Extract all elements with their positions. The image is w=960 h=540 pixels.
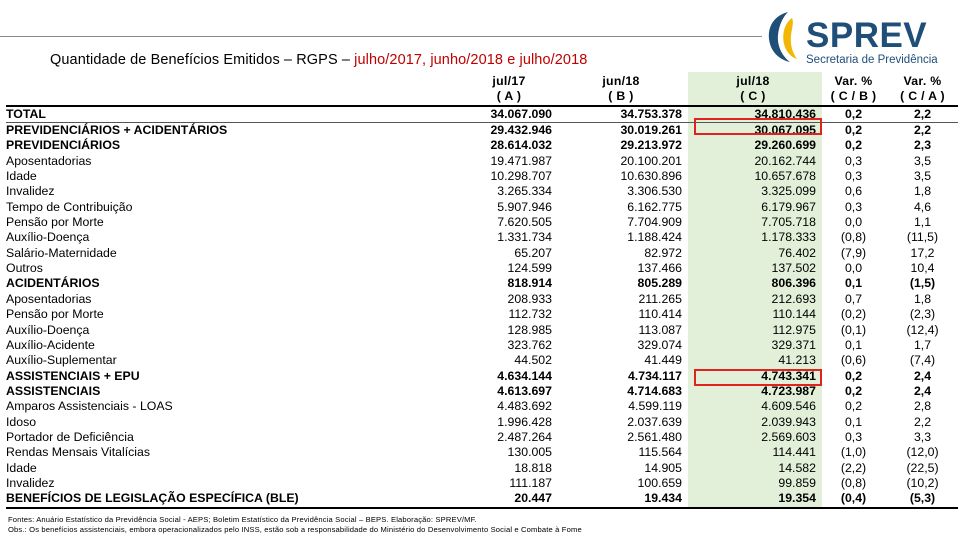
row-label: Idade (6, 169, 37, 184)
cell-var-cb: 0,7 (844, 291, 863, 306)
cell-jul17: 4.634.144 (497, 368, 552, 383)
cell-var-cb: 0,3 (844, 169, 863, 184)
cell-jul17: 18.818 (514, 460, 552, 475)
cell-jul17: 323.762 (507, 337, 552, 352)
table-row (6, 154, 958, 169)
page-title (50, 52, 587, 68)
row-label: Pensão por Morte (6, 215, 104, 230)
cell-var-cb: (2,2) (840, 460, 867, 475)
cell-jul17: 29.432.946 (490, 123, 552, 138)
cell-var-cb: 0,0 (844, 261, 863, 276)
table-row (6, 323, 958, 338)
cell-jun18: 2.037.639 (627, 414, 682, 429)
cell-var-ca: (7,4) (909, 353, 936, 368)
row-label: Amparos Assistenciais - LOAS (6, 399, 173, 414)
cell-jul18: 4.743.341 (761, 368, 816, 383)
benefits-table (6, 74, 958, 509)
cell-var-ca: (10,2) (906, 475, 939, 490)
row-label: BENEFÍCIOS DE LEGISLAÇÃO ESPECÍFICA (BLE) (6, 491, 462, 507)
table-row (6, 384, 958, 399)
sources-line: Fontes: Anuário Estatístico da Previdência Social - AEPS; Boletim Estatístico da Previdência Social – BEPS. Elaboração: SPREV/MF. (8, 515, 477, 524)
cell-jun18: 20.100.201 (620, 153, 682, 168)
cell-jun18: 2.561.480 (627, 429, 682, 444)
cell-var-ca: (12,0) (906, 445, 939, 460)
table-row (6, 476, 958, 491)
cell-jul18: 34.810.436 (686, 106, 820, 123)
row-label: PREVIDENCIÁRIOS + ACIDENTÁRIOS (6, 123, 228, 138)
cell-jul17: 19.471.987 (490, 153, 552, 168)
cell-var-cb: 0,2 (844, 368, 863, 383)
cell-jul18: 2.569.603 (761, 429, 816, 444)
cell-jul17: 124.599 (507, 261, 552, 276)
table-row (6, 353, 958, 368)
row-label: Aposentadorias (6, 153, 92, 168)
cell-jul18: 6.179.967 (761, 199, 816, 214)
cell-var-ca: 17,2 (910, 245, 935, 260)
cell-jun18: 329.074 (637, 337, 682, 352)
row-label: Pensão por Morte (6, 307, 104, 322)
cell-jul17: 3.265.334 (497, 184, 552, 199)
row-label: Rendas Mensais Vitalícias (6, 445, 150, 460)
header-label (6, 74, 462, 89)
cell-jul18: 99.859 (778, 475, 816, 490)
cell-jul18: 806.396 (771, 276, 816, 291)
cell-jun18: 4.734.117 (627, 368, 682, 383)
cell-var-cb: 0,2 (820, 106, 887, 123)
cell-var-ca: 1,8 (913, 291, 932, 306)
header-var-cb: Var. % (834, 74, 873, 88)
cell-jul18: 7.705.718 (761, 215, 816, 230)
row-label: PREVIDENCIÁRIOS (6, 138, 121, 153)
table-row (6, 430, 958, 445)
cell-var-cb: 0,2 (844, 383, 863, 398)
cell-jul18: 3.325.099 (761, 184, 816, 199)
cell-var-ca: 1,7 (913, 337, 932, 352)
observation-line: Obs.: Os benefícios assistenciais, embora operacionalizados pelo INSS, estão sob a responsabilidade do Ministério do Desenvolvimento Social e Combate à Fome (8, 525, 582, 534)
title-periods: julho/2017, junho/2018 e julho/2018 (354, 52, 588, 68)
table-row (6, 246, 958, 261)
cell-jun18: 41.449 (644, 353, 682, 368)
title-divider (0, 36, 762, 37)
header-jul18: jul/18 (736, 74, 770, 88)
cell-jun18: 19.434 (556, 491, 686, 507)
header-c: ( C ) (686, 89, 820, 105)
cell-jul17: 4.613.697 (497, 383, 552, 398)
cell-jul17: 2.487.264 (497, 429, 552, 444)
cell-var-cb: (0,4) (820, 491, 887, 507)
cell-var-ca: (1,5) (909, 276, 936, 291)
cell-jul17: 1.331.734 (497, 230, 552, 245)
cell-jun18: 211.265 (638, 291, 682, 306)
row-label: Salário-Maternidade (6, 245, 117, 260)
row-label: Idoso (6, 414, 37, 429)
cell-var-cb: 0,1 (844, 337, 863, 352)
cell-jul17: 44.502 (514, 353, 552, 368)
cell-var-ca: 3,3 (913, 429, 932, 444)
table-row (6, 292, 958, 307)
cell-jun18: 10.630.896 (620, 169, 682, 184)
cell-jul17: 20.447 (462, 491, 556, 507)
cell-var-cb: (1,0) (840, 445, 867, 460)
header-row-top (6, 74, 958, 89)
row-label: Idade (6, 460, 37, 475)
cell-jul18: 110.144 (772, 307, 816, 322)
row-label: Tempo de Contribuição (6, 199, 133, 214)
row-label: Auxílio-Doença (6, 230, 90, 245)
cell-var-cb: 0,2 (844, 138, 863, 153)
table-row (6, 445, 958, 460)
cell-jul18: 137.502 (771, 261, 816, 276)
cell-var-cb: 0,0 (844, 215, 863, 230)
cell-jul18: 20.162.744 (754, 153, 816, 168)
header-a: ( A ) (462, 89, 556, 105)
cell-var-ca: 2,4 (913, 383, 932, 398)
cell-jul18: 329.371 (771, 337, 816, 352)
header-jul17: jul/17 (492, 74, 526, 88)
cell-jun18: 6.162.775 (627, 199, 682, 214)
row-label: ACIDENTÁRIOS (6, 276, 100, 291)
cell-var-cb: 0,2 (844, 399, 863, 414)
cell-jul17: 208.933 (507, 291, 552, 306)
cell-var-cb: (0,6) (840, 353, 867, 368)
cell-var-ca: 2,3 (913, 138, 932, 153)
cell-var-cb: 0,2 (844, 123, 863, 138)
cell-jul18: 1.178.333 (761, 230, 816, 245)
table-row (6, 461, 958, 476)
logo-wordmark: SPREV (806, 16, 928, 55)
cell-var-cb: 0,6 (844, 184, 863, 199)
table-row (6, 399, 958, 414)
cell-jun18: 82.972 (644, 245, 682, 260)
cell-jul17: 112.732 (508, 307, 552, 322)
table-row (6, 491, 958, 507)
logo-subtitle: Secretaria de Previdência (806, 54, 938, 66)
cell-var-cb: 0,3 (844, 199, 863, 214)
cell-jun18: 805.289 (637, 276, 682, 291)
cell-jul17: 65.207 (514, 245, 552, 260)
cell-jul17: 7.620.505 (497, 215, 552, 230)
cell-var-cb: 0,1 (844, 276, 863, 291)
cell-var-ca: 2,2 (913, 414, 932, 429)
cell-jul18: 41.213 (778, 353, 816, 368)
cell-var-ca: 1,1 (913, 215, 932, 230)
cell-var-ca: 2,8 (913, 399, 932, 414)
cell-jul18: 10.657.678 (754, 169, 816, 184)
cell-jul17: 10.298.707 (490, 169, 552, 184)
cell-jun18: 4.599.119 (628, 399, 682, 414)
table-row (6, 338, 958, 353)
table-row (6, 200, 958, 215)
cell-jul18: 29.260.699 (754, 138, 816, 153)
table-row (6, 184, 958, 199)
sprev-logo-mark-icon (762, 8, 804, 70)
cell-jun18: 7.704.909 (627, 215, 682, 230)
row-label: Auxílio-Suplementar (6, 353, 117, 368)
highlight-box-prev-acid (694, 118, 822, 135)
cell-jul17: 5.907.946 (497, 199, 552, 214)
cell-jul17: 818.914 (507, 276, 552, 291)
cell-jun18: 4.714.683 (627, 383, 682, 398)
row-label: Invalidez (6, 184, 55, 199)
cell-jun18: 29.213.972 (620, 138, 682, 153)
cell-var-cb: (0,2) (840, 307, 867, 322)
cell-var-ca: 3,5 (913, 169, 932, 184)
cell-jun18: 30.019.261 (620, 123, 682, 138)
cell-var-cb: 0,3 (844, 429, 863, 444)
cell-var-ca: 4,6 (913, 199, 932, 214)
row-label: ASSISTENCIAIS (6, 383, 101, 398)
cell-jun18: 110.414 (638, 307, 682, 322)
cell-var-ca: 2,4 (913, 368, 932, 383)
header-c-over-b: ( C / B ) (820, 89, 887, 105)
cell-var-ca: 2,2 (913, 123, 932, 138)
cell-var-ca: (22,5) (906, 460, 939, 475)
header-var-ca: Var. % (903, 74, 942, 88)
cell-var-cb: 0,1 (844, 414, 863, 429)
table-row (6, 307, 958, 322)
cell-var-ca: 1,8 (913, 184, 932, 199)
cell-var-cb: (0,8) (840, 475, 867, 490)
cell-jul18: 112.975 (772, 322, 816, 337)
cell-jul18: 14.582 (778, 460, 816, 475)
row-label: Aposentadorias (6, 291, 92, 306)
cell-var-cb: (7,9) (840, 245, 867, 260)
row-label: Auxílio-Doença (6, 322, 90, 337)
header-label-sub (6, 89, 462, 105)
cell-var-cb: 0,3 (844, 153, 863, 168)
table-row (6, 261, 958, 276)
table-row (6, 230, 958, 245)
cell-var-ca: 3,5 (913, 153, 932, 168)
cell-jun18: 1.188.424 (627, 230, 682, 245)
cell-jul18: 4.609.546 (761, 399, 816, 414)
table-row (6, 138, 958, 153)
cell-jun18: 34.753.378 (556, 106, 686, 123)
row-label: Invalidez (6, 475, 55, 490)
cell-var-cb: (0,1) (840, 322, 867, 337)
sources-note (8, 515, 582, 535)
cell-jun18: 137.466 (637, 261, 682, 276)
sprev-logo (762, 8, 952, 70)
table-row (6, 215, 958, 230)
cell-jul17: 111.187 (509, 475, 552, 490)
cell-jul18: 114.441 (772, 445, 816, 460)
cell-var-ca: 2,2 (887, 106, 958, 123)
cell-jul18: 76.402 (778, 245, 816, 260)
cell-jul18: 212.693 (771, 291, 816, 306)
row-label: Portador de Deficiência (6, 429, 134, 444)
cell-jun18: 115.564 (638, 445, 682, 460)
cell-var-ca: (2,3) (909, 307, 936, 322)
cell-var-ca: (12,4) (906, 322, 939, 337)
header-b: ( B ) (556, 89, 686, 105)
row-label: Auxílio-Acidente (6, 337, 95, 352)
cell-jul17: 28.614.032 (490, 138, 552, 153)
row-label: ASSISTENCIAIS + EPU (6, 368, 140, 383)
cell-jun18: 3.306.530 (627, 184, 682, 199)
table-row (6, 415, 958, 430)
cell-var-ca: (5,3) (887, 491, 958, 507)
cell-jul18: 30.067.095 (754, 123, 816, 138)
cell-var-cb: (0,8) (840, 230, 867, 245)
row-label: TOTAL (6, 106, 462, 123)
table-row (6, 169, 958, 184)
cell-jul17: 128.985 (507, 322, 552, 337)
cell-jul18: 4.723.987 (761, 383, 816, 398)
cell-jun18: 100.659 (637, 475, 682, 490)
cell-jul18: 2.039.943 (761, 414, 816, 429)
header-jun18: jun/18 (602, 74, 640, 88)
cell-jul17: 130.005 (507, 445, 552, 460)
cell-jul18: 19.354 (686, 491, 820, 507)
cell-jul17: 34.067.090 (462, 106, 556, 123)
highlight-box-assist-epu (694, 369, 822, 386)
cell-jul17: 4.483.692 (497, 399, 552, 414)
title-prefix: Quantidade de Benefícios Emitidos – RGPS – (50, 52, 355, 68)
row-label: Outros (6, 261, 43, 276)
table-row (6, 276, 958, 291)
header-row-bottom (6, 89, 958, 105)
header-c-over-a: ( C / A ) (887, 89, 958, 105)
cell-var-ca: (11,5) (906, 230, 939, 245)
cell-jul17: 1.996.428 (497, 414, 552, 429)
cell-jun18: 113.087 (638, 322, 682, 337)
cell-var-ca: 10,4 (910, 261, 935, 276)
cell-jun18: 14.905 (644, 460, 682, 475)
